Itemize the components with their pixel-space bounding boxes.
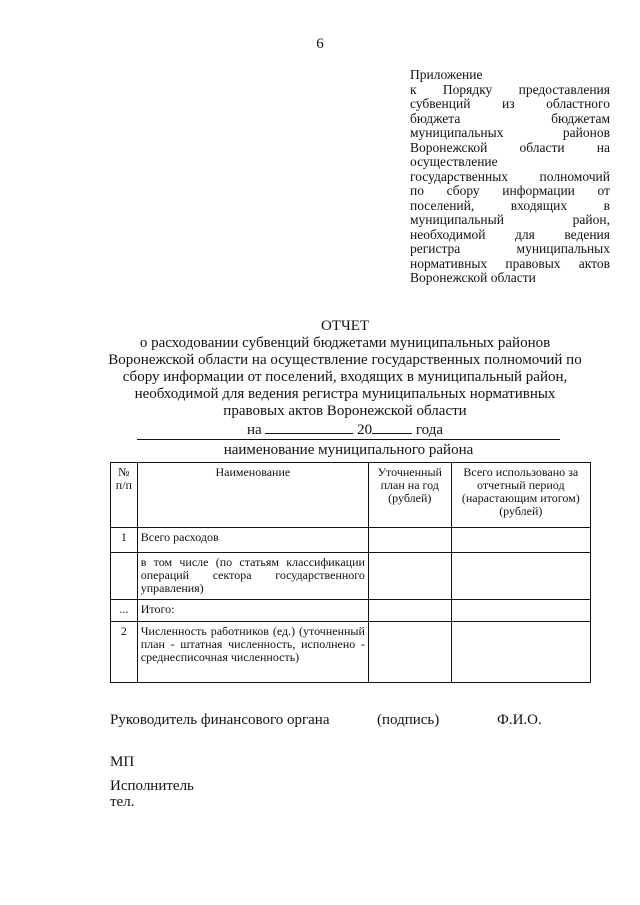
appendix-line: Воронежской области на	[410, 139, 610, 155]
table-row	[111, 528, 591, 553]
row-plan-cell	[368, 622, 451, 683]
date-year: 20	[357, 422, 373, 438]
row-name: в том числе (по статьям классификации операций сектора государственного управления)	[137, 553, 368, 600]
row-used-cell	[451, 528, 590, 553]
header-used: Всего использовано за отчетный период (нарастающим итогом) (рублей)	[451, 463, 590, 528]
report-title: ОТЧЕТ	[320, 318, 370, 334]
year-blank	[372, 420, 412, 434]
report-table	[110, 462, 591, 683]
municipality-blank-line	[137, 439, 560, 440]
appendix-line: муниципальных районов	[410, 125, 610, 140]
appendix-note	[410, 68, 610, 286]
header-num: № п/п	[111, 463, 138, 528]
report-date-line	[100, 420, 590, 439]
report-subtitle-line: сбору информации от поселений, входящих в муниципальный район,	[122, 369, 568, 385]
header-plan: Уточненный план на год (рублей)	[368, 463, 451, 528]
fio-label: Ф.И.О.	[497, 712, 542, 728]
row-num: 1	[111, 528, 138, 553]
executor-label: Исполнитель	[110, 778, 194, 794]
appendix-line: Приложение	[410, 67, 483, 82]
appendix-line: поселений, входящих в	[410, 197, 610, 213]
appendix-line: регистра муниципальных	[410, 241, 610, 256]
table-row	[111, 553, 591, 600]
table-header-row	[111, 463, 591, 528]
report-subtitle-line: о расходовании субвенций бюджетами муниципальных районов	[139, 335, 551, 351]
row-used-cell	[451, 622, 590, 683]
page-number: 6	[316, 36, 324, 52]
row-used-cell	[451, 553, 590, 600]
report-heading	[100, 318, 590, 439]
header-name: Наименование	[137, 463, 368, 528]
row-name: Всего расходов	[137, 528, 368, 553]
appendix-line: осуществление	[410, 154, 498, 169]
appendix-line: по сбору информации от	[410, 183, 610, 198]
executor-block	[110, 778, 194, 810]
signature-label: (подпись)	[377, 712, 440, 728]
stamp-label: МП	[110, 754, 135, 770]
row-plan-cell	[368, 600, 451, 622]
appendix-line: муниципальный район,	[410, 212, 610, 227]
row-plan-cell	[368, 553, 451, 600]
appendix-line: государственных полномочий	[410, 168, 610, 184]
report-subtitle-line: правовых актов Воронежской области	[223, 403, 467, 419]
row-num: 2	[111, 622, 138, 683]
date-suffix: года	[415, 422, 444, 438]
row-plan-cell	[368, 528, 451, 553]
row-num: ...	[111, 600, 138, 622]
appendix-line: нормативных правовых актов	[410, 255, 610, 271]
table-row	[111, 600, 591, 622]
appendix-line: к Порядку предоставления	[410, 81, 610, 97]
row-name: Численность работников (ед.) (уточненный план - штатная численность, исполнено - среднесписочная численность)	[137, 622, 368, 683]
appendix-line: бюджета бюджетам	[410, 110, 610, 126]
table-row	[111, 622, 591, 683]
row-used-cell	[451, 600, 590, 622]
appendix-line: необходимой для ведения	[410, 226, 610, 242]
appendix-line: субвенций из областного	[410, 96, 610, 111]
date-blank	[265, 420, 353, 434]
row-name: Итого:	[137, 600, 368, 622]
appendix-line: Воронежской области	[410, 270, 536, 285]
municipality-caption: наименование муниципального района	[223, 442, 474, 458]
report-subtitle-line: Воронежской области на осуществление государственных полномочий по	[108, 352, 582, 368]
row-num	[111, 553, 138, 600]
report-subtitle-line: необходимой для ведения регистра муниципальных нормативных	[134, 386, 556, 402]
executor-phone: тел.	[110, 794, 135, 810]
date-prefix: на	[246, 422, 262, 438]
head-of-finance-label: Руководитель финансового органа	[110, 712, 330, 728]
